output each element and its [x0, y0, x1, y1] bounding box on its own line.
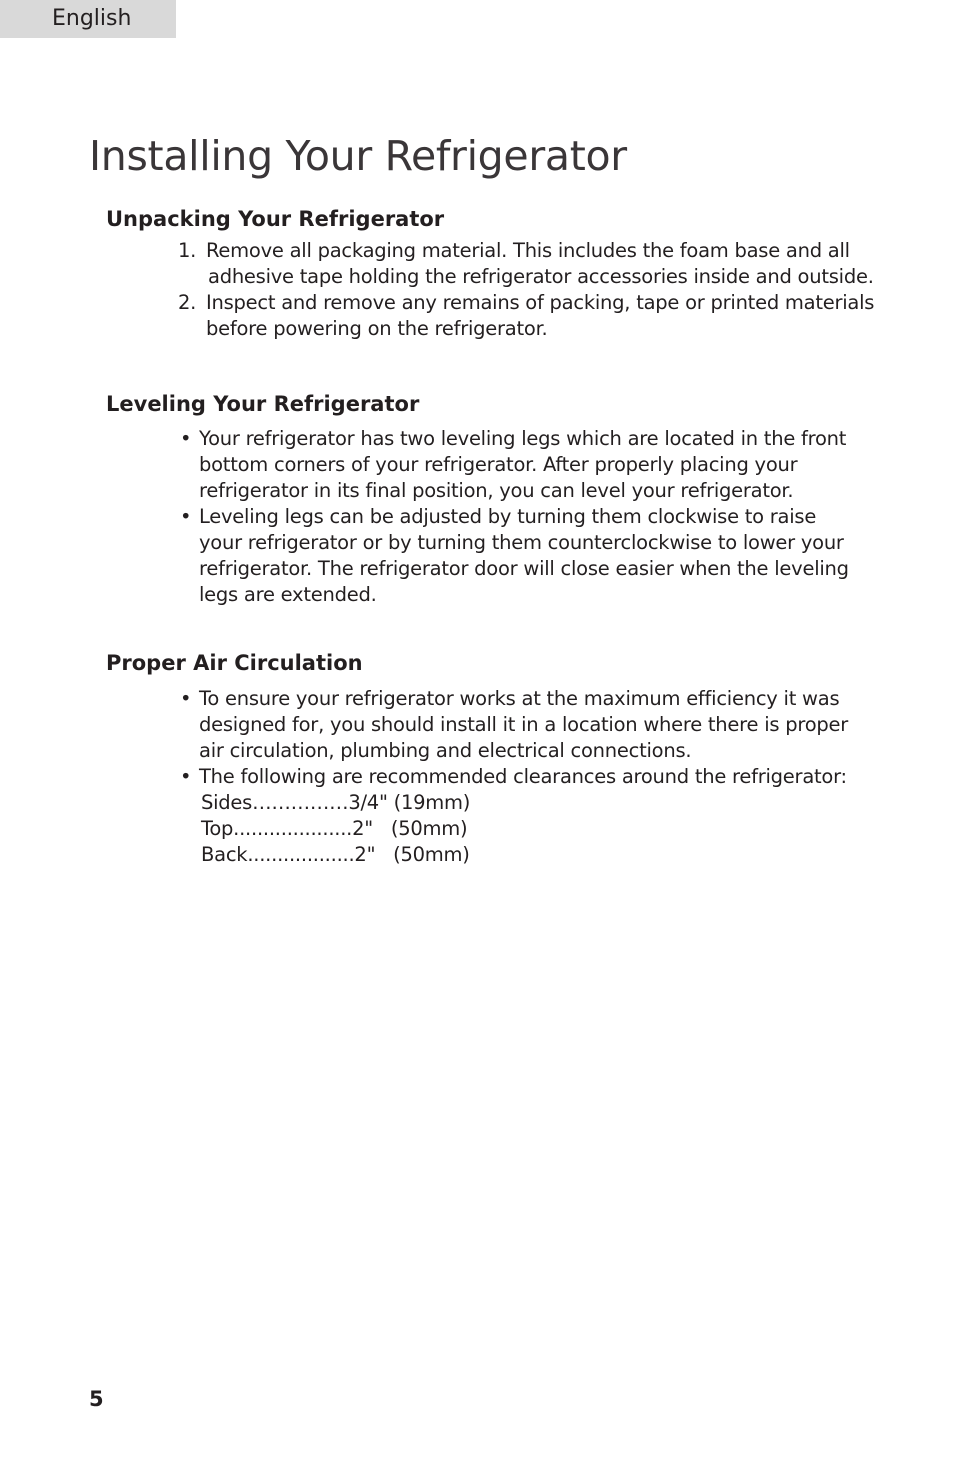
list-marker: 1.	[178, 239, 197, 262]
section-heading-unpacking: Unpacking Your Refrigerator	[106, 207, 445, 231]
list-item-line: Leveling legs can be adjusted by turning them clockwise to raise	[199, 505, 817, 528]
bullet-marker: •	[180, 427, 192, 450]
bullet-marker: •	[180, 765, 192, 788]
bullet-marker: •	[180, 687, 192, 710]
list-item-line: Remove all packaging material. This includes the foam base and all	[206, 239, 850, 262]
list-item-line: before powering on the refrigerator.	[206, 317, 548, 340]
list-item-line: The following are recommended clearances around the refrigerator:	[199, 765, 847, 788]
list-item-line: legs are extended.	[199, 583, 377, 606]
clearance-sides: Sides……………3/4" (19mm)	[201, 791, 471, 814]
list-item-line: refrigerator. The refrigerator door will close easier when the leveling	[199, 557, 849, 580]
list-item-line: Your refrigerator has two leveling legs which are located in the front	[199, 427, 847, 450]
language-tab: English	[0, 0, 176, 38]
list-item-line: your refrigerator or by turning them counterclockwise to lower your	[199, 531, 844, 554]
list-item-line: designed for, you should install it in a location where there is proper	[199, 713, 849, 736]
section-heading-leveling: Leveling Your Refrigerator	[106, 392, 420, 416]
clearance-top: Top....................2" (50mm)	[201, 817, 468, 840]
clearance-back: Back..................2" (50mm)	[201, 843, 470, 866]
section-heading-air-circulation: Proper Air Circulation	[106, 651, 363, 675]
list-item-line: refrigerator in its final position, you can level your refrigerator.	[199, 479, 794, 502]
list-item-line: adhesive tape holding the refrigerator accessories inside and outside.	[208, 265, 874, 288]
page-title: Installing Your Refrigerator	[89, 132, 627, 180]
list-item-line: Inspect and remove any remains of packing, tape or printed materials	[206, 291, 875, 314]
list-item-line: bottom corners of your refrigerator. After properly placing your	[199, 453, 798, 476]
list-marker: 2.	[178, 291, 197, 314]
list-item-line: air circulation, plumbing and electrical connections.	[199, 739, 692, 762]
bullet-marker: •	[180, 505, 192, 528]
page-number: 5	[89, 1387, 104, 1411]
list-item-line: To ensure your refrigerator works at the maximum efficiency it was	[199, 687, 840, 710]
